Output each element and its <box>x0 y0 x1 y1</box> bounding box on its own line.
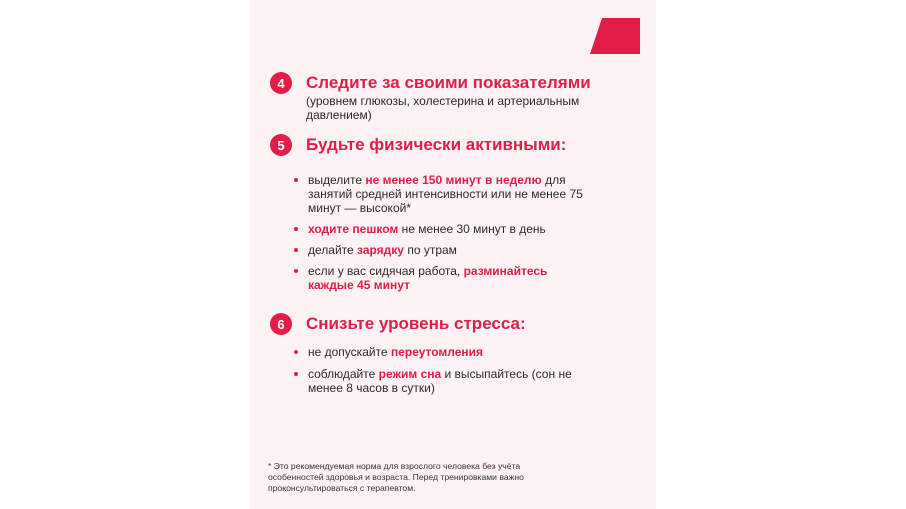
section-title: Будьте физически активными: <box>306 135 567 154</box>
footnote: * Это рекомендуемая норма для взрослого человека без учёта особенностей здоровья и возраста. Перед тренировками важно проконсультироваться с терапевтом. <box>268 461 524 493</box>
number-badge-6: 6 <box>270 313 292 335</box>
section-title: Следите за своими показателями <box>306 73 591 92</box>
section-4 <box>270 72 642 122</box>
corner-decoration <box>590 18 640 54</box>
list-item: соблюдайте режим сна и высыпайтесь (сон не менее 8 часов в сутки) <box>294 367 594 395</box>
info-card <box>250 0 656 509</box>
list-item: не допускайте переутомления <box>294 345 594 359</box>
number-badge-4: 4 <box>270 72 292 94</box>
number-badge-5: 5 <box>270 134 292 156</box>
section-subtitle: (уровнем глюкозы, холестерина и артериальным давлением) <box>306 94 580 122</box>
bullet-list-activity <box>294 173 594 292</box>
bullet-list-stress <box>294 345 594 395</box>
list-item: ходите пешком не менее 30 минут в день <box>294 222 594 236</box>
list-item: если у вас сидячая работа, разминайтесь каждые 45 минут <box>294 264 594 292</box>
list-item: выделите не менее 150 минут в неделю для занятий средней интенсивности или не менее 75 минут — высокой* <box>294 173 594 215</box>
list-item: делайте зарядку по утрам <box>294 243 594 257</box>
section-6 <box>270 313 642 337</box>
section-title: Снизьте уровень стресса: <box>306 314 526 333</box>
